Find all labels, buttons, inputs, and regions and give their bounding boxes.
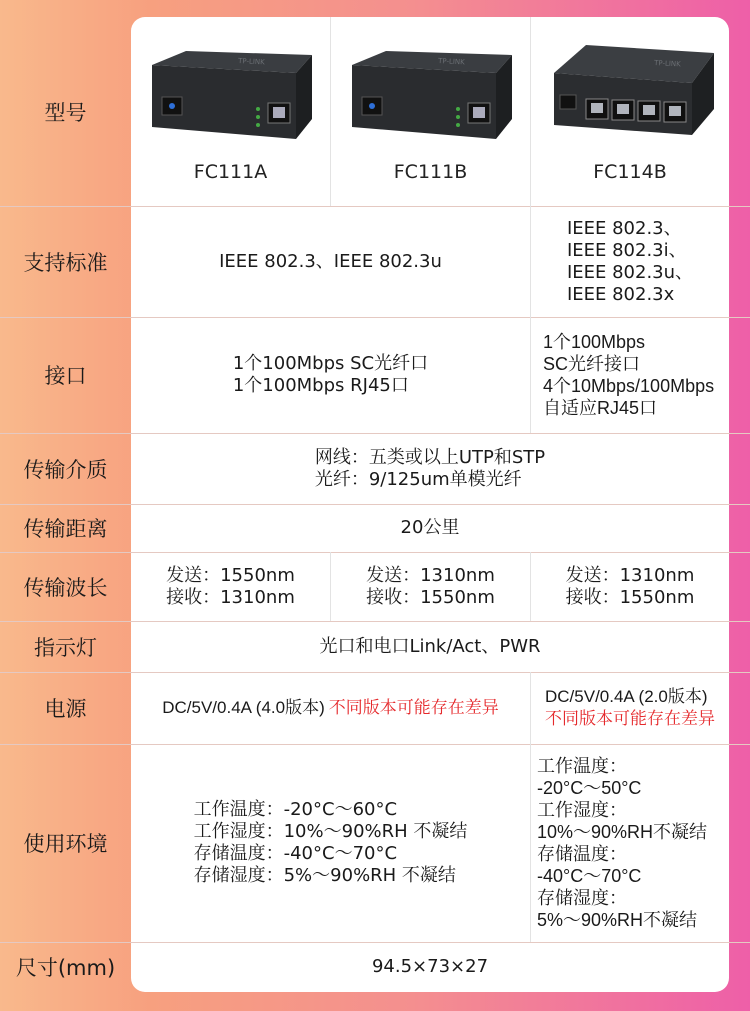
wavelength-receive: 接收：1550nm	[366, 586, 495, 608]
interface-ab-cell	[131, 317, 530, 433]
model-name: FC111B	[393, 161, 468, 183]
size-value: 94.5×73×27	[371, 956, 489, 977]
interface-c-line: 4个10Mbps/100Mbps	[543, 376, 715, 396]
row-label-size: 尺寸(mm)	[15, 956, 116, 980]
environment-c-line: 存储温度：	[537, 844, 627, 864]
environment-c-line: 存储湿度：	[537, 888, 627, 908]
row-label-standard: 支持标准	[23, 250, 108, 275]
power-c-note: 不同版本可能存在差异	[545, 709, 715, 728]
standard-ab-text: IEEE 802.3、IEEE 802.3u	[219, 250, 442, 272]
wavelength-cell	[531, 552, 729, 621]
size-cell	[131, 942, 729, 992]
medium-cell	[131, 433, 729, 504]
standard-c-line: IEEE 802.3u、	[566, 261, 694, 283]
media-converter-4port-image	[546, 39, 718, 147]
indicator-value: 光口和电口Link/Act、PWR	[319, 635, 541, 657]
model-name: FC114B	[593, 161, 667, 183]
environment-c-line: 工作温度：	[537, 756, 627, 776]
standard-c-line: IEEE 802.3i、	[566, 239, 687, 261]
row-label-power: 电源	[44, 697, 87, 721]
distance-value: 20公里	[400, 517, 460, 538]
wavelength-send: 发送：1550nm	[166, 564, 295, 586]
row-label-interface: 接口	[44, 364, 87, 388]
wavelength-send: 发送：1310nm	[366, 564, 495, 586]
standard-c-line: IEEE 802.3、	[566, 217, 682, 239]
wavelength-receive: 接收：1550nm	[565, 586, 695, 608]
indicator-cell	[131, 621, 729, 672]
interface-c-line: SC光纤接口	[543, 354, 641, 374]
environment-ab-line: 工作湿度：10%～90%RH 不凝结	[193, 821, 468, 842]
wavelength-send: 发送：1310nm	[565, 564, 695, 586]
row-label-medium: 传输介质	[23, 457, 108, 482]
wavelength-cell	[331, 552, 530, 621]
power-ab-main: DC/5V/0.4A (4.0版本)	[162, 698, 325, 717]
row-label-indicator: 指示灯	[34, 635, 97, 660]
interface-c-line: 1个100Mbps	[543, 332, 646, 352]
environment-ab-line: 工作温度：-20°C～60°C	[193, 799, 398, 820]
environment-c-line: 10%～90%RH不凝结	[537, 822, 708, 842]
media-converter-1port-image	[146, 47, 314, 151]
interface-c-cell	[531, 317, 729, 433]
svg-text:TP-LINK: TP-LINK	[437, 57, 465, 67]
environment-c-line: -40°C～70°C	[537, 866, 642, 886]
power-c-cell	[531, 672, 729, 744]
row-label-wavelength: 传输波长	[23, 575, 108, 600]
wavelength-receive: 接收：1310nm	[166, 586, 295, 608]
interface-c-line: 自适应RJ45口	[543, 398, 658, 418]
medium-line: 光纤：9/125um单模光纤	[314, 468, 522, 490]
environment-ab-cell	[131, 744, 530, 942]
wavelength-cell	[131, 552, 330, 621]
distance-cell	[131, 504, 729, 552]
model-name: FC111A	[193, 161, 268, 183]
environment-ab-line: 存储温度：-40°C～70°C	[193, 843, 398, 864]
standard-c-cell	[531, 206, 729, 317]
environment-c-cell	[531, 744, 729, 942]
row-label-environment: 使用环境	[23, 832, 108, 856]
environment-ab-line: 存储湿度：5%～90%RH 不凝结	[193, 865, 456, 886]
environment-c-line: 工作湿度：	[537, 800, 627, 820]
svg-text:TP-LINK: TP-LINK	[653, 59, 681, 69]
row-label-model: 型号	[44, 100, 87, 125]
svg-text:TP-LINK: TP-LINK	[237, 57, 265, 67]
standard-c-line: IEEE 802.3x	[566, 283, 675, 305]
medium-line: 网线：五类或以上UTP和STP	[314, 446, 546, 468]
environment-c-line: 5%～90%RH不凝结	[537, 910, 698, 930]
media-converter-1port-image	[346, 47, 514, 151]
spec-sheet	[0, 17, 750, 992]
environment-c-line: -20°C～50°C	[537, 778, 642, 798]
power-ab-cell	[131, 672, 530, 744]
standard-ab-cell	[131, 206, 530, 317]
row-label-distance: 传输距离	[23, 517, 108, 541]
power-c-main: DC/5V/0.4A (2.0版本)	[545, 687, 708, 706]
interface-ab-line: 1个100Mbps SC光纤口	[232, 353, 429, 374]
interface-ab-line: 1个100Mbps RJ45口	[232, 375, 409, 396]
power-ab-note: 不同版本可能存在差异	[328, 698, 499, 717]
